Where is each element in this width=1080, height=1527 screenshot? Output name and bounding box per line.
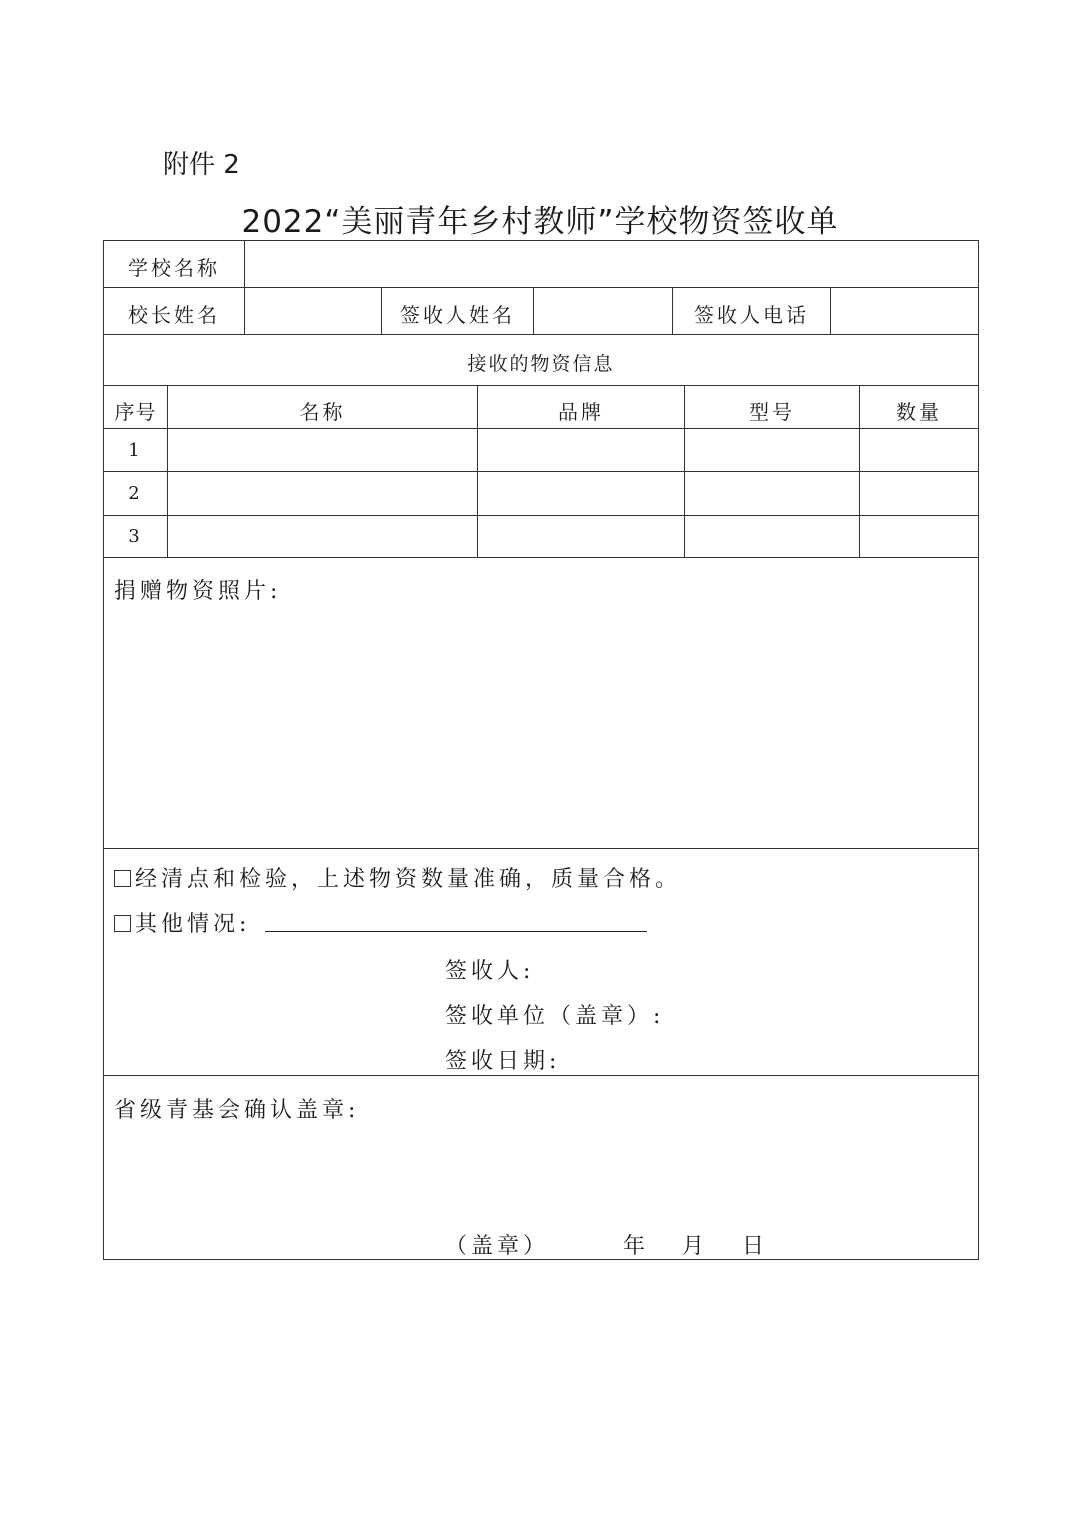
section-title: 接收的物资信息: [467, 353, 615, 375]
checkbox-icon[interactable]: [114, 870, 131, 887]
signer-phone-label: 签收人电话: [694, 303, 809, 327]
other-situation-line[interactable]: [265, 931, 647, 932]
seal-label: （盖章）: [445, 1234, 550, 1259]
confirm-option-ok-text: 经清点和检验，上述物资数量准确，质量合格。: [135, 867, 682, 892]
attachment-label: 附件 2: [163, 150, 240, 180]
checkbox-icon[interactable]: [114, 915, 131, 932]
day-label: 日: [742, 1234, 768, 1259]
school-name-label: 学校名称: [128, 256, 220, 280]
year-label: 年: [623, 1234, 649, 1259]
confirm-option-ok[interactable]: [114, 862, 681, 893]
row-index: 1: [128, 440, 143, 461]
month-label: 月: [682, 1234, 708, 1259]
provincial-seal-label: 省级青基会确认盖章:: [114, 1098, 360, 1123]
signer-phone-field[interactable]: [831, 288, 978, 334]
confirm-option-other[interactable]: [114, 907, 250, 938]
principal-name-field[interactable]: [245, 288, 381, 334]
col-header-quantity: 数量: [896, 400, 942, 424]
signer-name-label: 签收人姓名: [400, 303, 515, 327]
row-index: 2: [128, 483, 143, 504]
principal-name-label: 校长姓名: [128, 303, 220, 327]
col-header-name: 名称: [299, 400, 346, 424]
signer-name-field[interactable]: [534, 288, 672, 334]
school-name-field[interactable]: [245, 241, 978, 287]
col-header-brand: 品牌: [558, 400, 604, 424]
photos-label: 捐赠物资照片:: [114, 579, 282, 604]
row-index: 3: [128, 526, 143, 547]
signer-label: 签收人:: [445, 959, 535, 984]
confirm-option-other-text: 其他情况:: [135, 912, 251, 937]
signing-date-label: 签收日期:: [445, 1049, 561, 1074]
signing-unit-label: 签收单位（盖章）:: [445, 1004, 665, 1029]
col-header-index: 序号: [114, 400, 157, 424]
page-title: 2022“美丽青年乡村教师”学校物资签收单: [241, 204, 839, 240]
col-header-model: 型号: [749, 400, 795, 424]
